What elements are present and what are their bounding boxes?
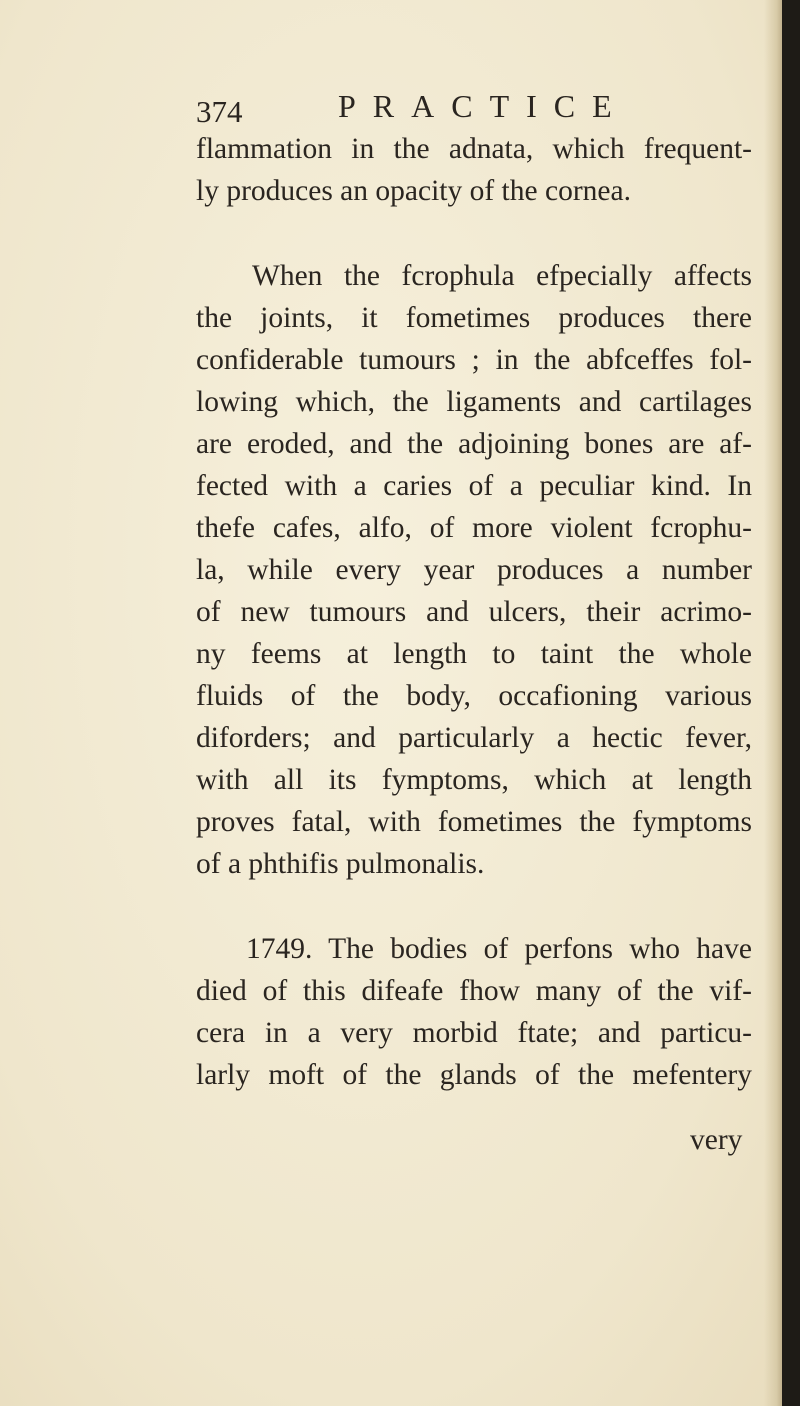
text-line: with all its fymptoms, which at length	[196, 764, 752, 796]
text-line: fluids of the body, occafioning various	[196, 680, 752, 712]
text-line: la, while every year produces a number	[196, 554, 752, 586]
catchword: very	[690, 1124, 743, 1156]
text-line: thefe cafes, alfo, of more violent fcrophu-	[196, 512, 752, 544]
body-text	[196, 128, 752, 1096]
text-line: cera in a very morbid ftate; and particu-	[196, 1017, 752, 1049]
running-head: PRACTICE	[338, 88, 629, 124]
text-line: When the fcrophula efpecially affects	[252, 260, 752, 292]
paragraph-3	[196, 928, 752, 1096]
text-line: 1749. The bodies of perfons who have	[246, 933, 752, 965]
binding-edge	[782, 0, 800, 1406]
text-line: confiderable tumours ; in the abfceffes fol-	[196, 344, 752, 376]
text-line: larly moft of the glands of the mefentery	[196, 1059, 752, 1091]
paragraph-1	[196, 128, 752, 212]
page-number: 374	[196, 94, 243, 129]
text-line: proves fatal, with fometimes the fymptoms	[196, 806, 752, 838]
text-line: fected with a caries of a peculiar kind. In	[196, 470, 752, 502]
text-line: ly produces an opacity of the cornea.	[196, 175, 631, 207]
text-line: lowing which, the ligaments and cartilages	[196, 386, 752, 418]
text-line: ny feems at length to taint the whole	[196, 638, 752, 670]
text-line: diforders; and particularly a hectic fever,	[196, 722, 752, 754]
paragraph-2	[196, 255, 752, 885]
text-line: died of this difeafe fhow many of the vif-	[196, 975, 752, 1007]
text-line: the joints, it fometimes produces there	[196, 302, 752, 334]
text-line: are eroded, and the adjoining bones are af-	[196, 428, 752, 460]
page-header	[196, 88, 716, 128]
text-line: of new tumours and ulcers, their acrimo-	[196, 596, 752, 628]
text-line: flammation in the adnata, which frequent-	[196, 133, 752, 165]
text-line: of a phthifis pulmonalis.	[196, 848, 485, 880]
